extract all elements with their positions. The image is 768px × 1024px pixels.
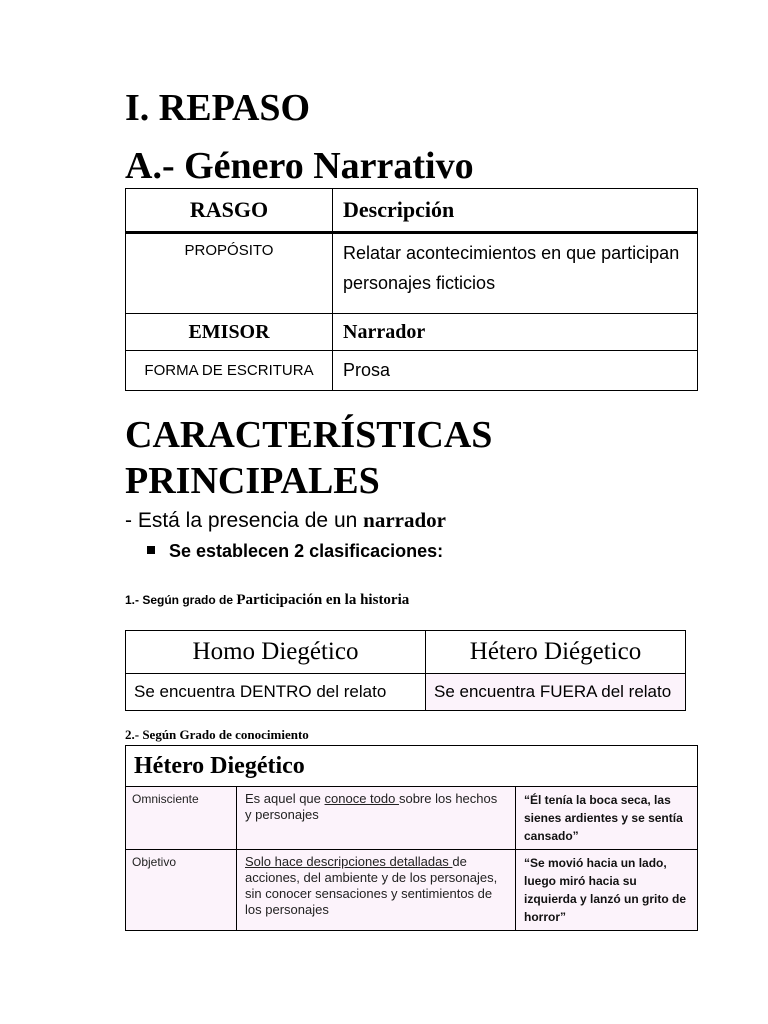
participacion-table bbox=[125, 630, 686, 711]
header-homo: Homo Diegético bbox=[126, 631, 426, 674]
header-hetero: Hétero Diégetico bbox=[426, 631, 686, 674]
rasgo-cell: FORMA DE ESCRITURA bbox=[126, 351, 333, 391]
narrator-type: Omnisciente bbox=[126, 787, 237, 850]
desc-text: de acciones, del ambiente y de los personajes, sin conocer sensaciones y sentimientos de los personajes bbox=[245, 854, 498, 917]
rasgo-cell: EMISOR bbox=[126, 314, 333, 351]
table-row bbox=[126, 314, 698, 351]
section-title-genero: A.- Género Narrativo bbox=[125, 145, 474, 187]
bullet-text: Se establecen 2 clasificaciones: bbox=[169, 541, 444, 561]
conocimiento-table bbox=[125, 745, 698, 931]
section-title-repaso: I. REPASO bbox=[125, 87, 311, 129]
square-bullet-icon bbox=[147, 546, 155, 554]
header-hetero-diegetico: Hétero Diegético bbox=[126, 746, 698, 787]
header-descripcion: Descripción bbox=[333, 189, 698, 233]
bullet-item bbox=[147, 541, 443, 562]
rasgo-cell: PROPÓSITO bbox=[126, 233, 333, 314]
descripcion-cell: Relatar acontecimientos en que participan personajes ficticios bbox=[333, 233, 698, 314]
desc-underlined: Solo hace descripciones detalladas bbox=[245, 854, 453, 869]
table-row bbox=[126, 850, 698, 931]
caracteristicas-title: CARACTERÍSTICAS PRINCIPALES bbox=[125, 414, 493, 502]
rasgo-table-header bbox=[126, 189, 698, 233]
desc-underlined: conoce todo bbox=[324, 791, 399, 806]
presence-text: - Está la presencia de un bbox=[125, 509, 364, 532]
presence-bold: narrador bbox=[363, 508, 446, 532]
narrator-description bbox=[237, 850, 516, 931]
desc-text: sobre los hechos y personajes bbox=[245, 791, 498, 822]
desc-text: Es aquel que bbox=[245, 791, 325, 806]
hetero-value: Se encuentra FUERA del relato bbox=[426, 674, 686, 711]
narrator-type: Objetivo bbox=[126, 850, 237, 931]
descripcion-cell: Narrador bbox=[333, 314, 698, 351]
participacion-header-row bbox=[126, 631, 686, 674]
narrator-example: “Se movió hacia un lado, luego miró hacia su izquierda y lanzó un grito de horror” bbox=[516, 850, 698, 931]
table-row bbox=[126, 674, 686, 711]
narrator-description bbox=[237, 787, 516, 850]
table-row bbox=[126, 787, 698, 850]
clasificacion2-label: 2.- Según Grado de conocimiento bbox=[125, 727, 309, 742]
header-rasgo: RASGO bbox=[126, 189, 333, 233]
clasificacion1-prefix: 1.- Según grado de bbox=[125, 593, 237, 607]
rasgo-table bbox=[125, 188, 698, 391]
table-row bbox=[126, 351, 698, 391]
narrador-presence-line bbox=[125, 508, 446, 533]
clasificacion1-label bbox=[125, 592, 409, 609]
table-row bbox=[126, 233, 698, 314]
clasificacion1-emphasis: Participación en la historia bbox=[236, 592, 410, 608]
homo-value: Se encuentra DENTRO del relato bbox=[126, 674, 426, 711]
descripcion-cell: Prosa bbox=[333, 351, 698, 391]
conocimiento-header-row bbox=[126, 746, 698, 787]
narrator-example: “Él tenía la boca seca, las sienes ardientes y se sentía cansado” bbox=[516, 787, 698, 850]
